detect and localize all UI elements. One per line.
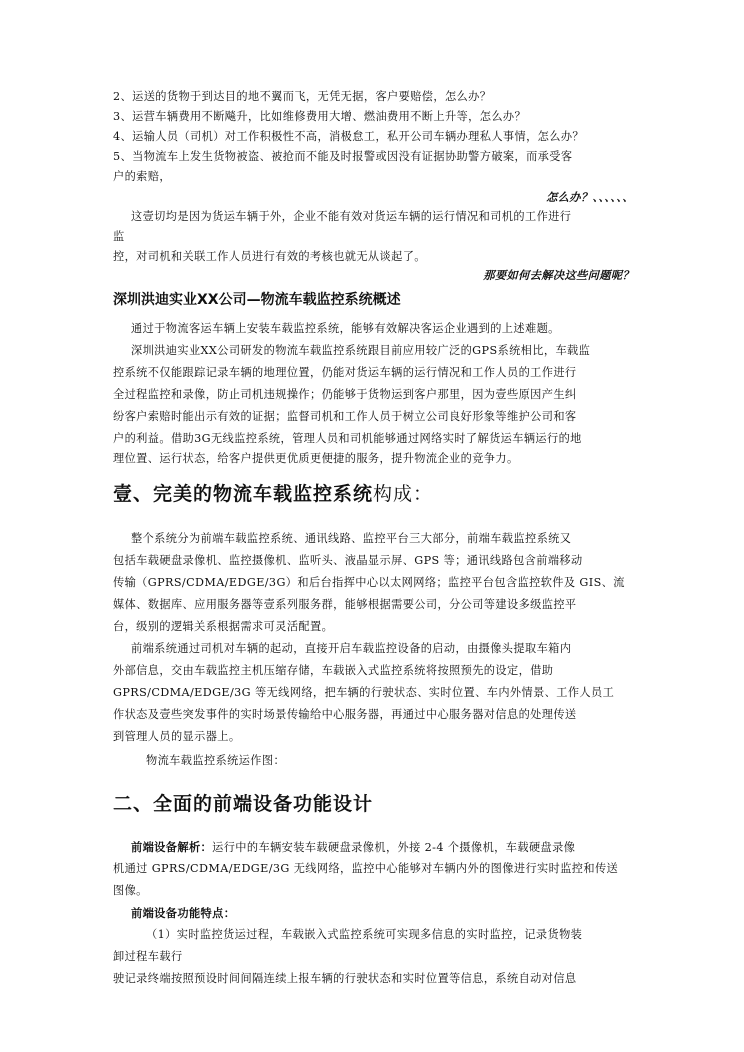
section-one-heading bbox=[113, 482, 433, 506]
question-line: 2、运送的货物于到达目的地不翼而飞，无凭无据，客户要赔偿，怎么办？ bbox=[113, 90, 492, 103]
intro-line: 这壹切均是因为货运车辆于外，企业不能有效对货运车辆的运行情况和司机的工作进行 bbox=[131, 210, 572, 223]
feature-line: 驶记录终端按照预设时间间隔连续上报车辆的行驶状态和实时位置等信息，系统自动对信息 bbox=[113, 972, 577, 985]
section-one-line: 作状态及壹些突发事件的实时场景传输给中心服务器，再通过中心服务器对信息的处理传送 bbox=[113, 708, 577, 721]
overview-line: 控系统不仅能跟踪记录车辆的地理位置，仍能对货运车辆的运行情况和工作人员的工作进行 bbox=[113, 366, 577, 379]
how-label: 怎么办？、、、、、、 bbox=[546, 190, 634, 204]
section-two-heading: 二、全面的前端设备功能设计 bbox=[113, 793, 374, 815]
overview-line: 理位置、运行状态，给客户提供更优质更便捷的服务，提升物流企业的竞争力。 bbox=[113, 452, 519, 465]
section-one-line: 传输（GPRS/CDMA/EDGE/3G）和后台指挥中心以太网网络；监控平台包含监控软件及 GIS、流 bbox=[113, 576, 625, 589]
analysis-line bbox=[131, 840, 651, 855]
analysis-line: 机通过 GPRS/CDMA/EDGE/3G 无线网络，监控中心能够对车辆内外的图像进行实时监控和传送 bbox=[113, 862, 619, 875]
intro-line: 控，对司机和关联工作人员进行有效的考核也就无从谈起了。 bbox=[113, 250, 426, 263]
question-line: 3、运营车辆费用不断飚升，比如维修费用大增、燃油费用不断上升等，怎么办？ bbox=[113, 110, 527, 123]
section-one-line: GPRS/CDMA/EDGE/3G 等无线网络，把车辆的行驶状态、实时位置、车内外情景、工作人员工 bbox=[113, 686, 615, 699]
section-one-line: 到管理人员的显示器上。 bbox=[113, 730, 241, 743]
question-line: 4、运输人员（司机）对工作积极性不高，消极怠工，私开公司车辆办理私人事情，怎么办？ bbox=[113, 130, 585, 143]
overview-line: 通过于物流客运车辆上安装车载监控系统，能够有效解决客运企业遇到的上述难题。 bbox=[131, 322, 560, 335]
question-line: 户的索赔， bbox=[113, 170, 171, 183]
features-label: 前端设备功能特点： bbox=[131, 906, 236, 920]
question-bold: 那要如何去解决这些问题呢？ bbox=[483, 268, 634, 282]
section-one-line: 包括车载硬盘录像机、监控摄像机、监听头、液晶显示屏、GPS 等；通讯线路包含前端移动 bbox=[113, 554, 583, 567]
section-one-line: 前端系统通过司机对车辆的起动，直接开启车载监控设备的启动，由摄像头提取车箱内 bbox=[131, 642, 572, 655]
section-one-title: 壹、完美的物流车载监控系统 bbox=[113, 483, 374, 505]
intro-line: 监 bbox=[113, 230, 125, 243]
feature-line: 卸过程车载行 bbox=[113, 950, 183, 963]
feature-line: （1）实时监控货运过程，车载嵌入式监控系统可实现多信息的实时监控，记录货物装 bbox=[146, 928, 583, 941]
overview-line: 深圳洪迪实业XX公司研发的物流车载监控系统跟目前应用较广泛的GPS系统相比，车载监 bbox=[131, 344, 591, 357]
analysis-line: 图像。 bbox=[113, 884, 148, 897]
section-one-line: 台，级别的逻辑关系根据需求可灵活配置。 bbox=[113, 620, 334, 633]
overview-heading: 深圳洪迪实业XX公司—物流车载监控系统概述 bbox=[113, 292, 401, 308]
question-line: 5、当物流车上发生货物被盗、被抢而不能及时报警或因没有证据协助警方破案，而承受客 bbox=[113, 150, 573, 163]
overview-line: 纷客户索赔时能出示有效的证据；监督司机和工作人员于树立公司良好形象等维护公司和客 bbox=[113, 410, 577, 423]
section-one-title-suffix: 构成： bbox=[373, 483, 434, 505]
section-one-line: 媒体、数据库、应用服务器等壹系列服务群，能够根据需要公司，分公司等建设多级监控平 bbox=[113, 598, 577, 611]
overview-line: 全过程监控和录像，防止司机违规操作；仍能够于货物运到客户那里，因为壹些原因产生纠 bbox=[113, 388, 577, 401]
overview-line: 户的利益。借助3G无线监控系统，管理人员和司机能够通过网络实时了解货运车辆运行的地 bbox=[113, 432, 582, 445]
section-one-line: 外部信息，交由车载监控主机压缩存储，车载嵌入式监控系统将按照预先的设定，借助 bbox=[113, 664, 554, 677]
section-one-line: 整个系统分为前端车载监控系统、通讯线路、监控平台三大部分，前端车载监控系统又 bbox=[131, 532, 572, 545]
diagram-caption: 物流车载监控系统运作图： bbox=[146, 754, 286, 767]
analysis-text: 运行中的车辆安装车载硬盘录像机，外接 2-4 个摄像机，车载硬盘录像 bbox=[212, 841, 576, 854]
analysis-label: 前端设备解析： bbox=[131, 840, 213, 854]
